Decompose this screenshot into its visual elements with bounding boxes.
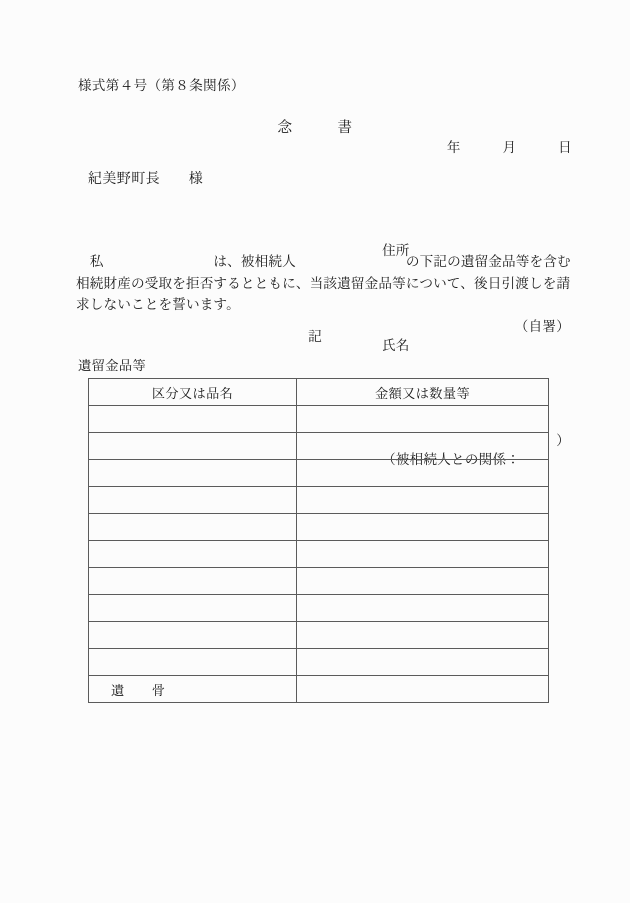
table-row <box>89 649 549 676</box>
item-label-cell: 遺 骨 <box>89 676 297 703</box>
amount-input-cell[interactable] <box>297 541 549 568</box>
name-label: 氏名 <box>382 338 410 353</box>
table-row <box>89 541 549 568</box>
table-header-row <box>89 379 549 406</box>
address-label: 住所 <box>382 243 410 258</box>
table-row <box>89 676 549 703</box>
column-header-amount: 金額又は数量等 <box>297 379 549 406</box>
item-input-cell[interactable] <box>89 595 297 622</box>
amount-input-cell[interactable] <box>297 568 549 595</box>
amount-input-cell[interactable] <box>297 460 549 487</box>
amount-input-cell[interactable] <box>297 487 549 514</box>
item-input-cell[interactable] <box>89 487 297 514</box>
body-paragraph: 私 は、被相続人 の下記の遺留金品等を含む相続財産の受取を拒否するとともに、当該遺留金品等について、後日引渡しを請求しないことを誓います。 <box>76 254 571 312</box>
form-number: 様式第４号（第８条関係） <box>78 78 245 93</box>
item-input-cell[interactable] <box>89 541 297 568</box>
table-body <box>89 406 549 703</box>
amount-input-cell[interactable] <box>297 406 549 433</box>
table-row <box>89 406 549 433</box>
amount-input-cell[interactable] <box>297 514 549 541</box>
item-input-cell[interactable] <box>89 568 297 595</box>
item-input-cell[interactable] <box>89 406 297 433</box>
table-row <box>89 487 549 514</box>
relation-close-paren: ） <box>556 433 570 448</box>
amount-input-cell[interactable] <box>297 622 549 649</box>
amount-input-cell[interactable] <box>297 433 549 460</box>
date-line: 年 月 日 <box>446 140 572 155</box>
addressee: 紀美野町長 様 <box>88 172 204 187</box>
table-row <box>89 433 549 460</box>
items-table <box>88 378 549 703</box>
amount-input-cell[interactable] <box>297 676 549 703</box>
item-input-cell[interactable] <box>89 514 297 541</box>
table-row <box>89 460 549 487</box>
table-row <box>89 595 549 622</box>
relation-label: （被相続人との関係： <box>382 452 521 467</box>
table-row <box>89 622 549 649</box>
table-row <box>89 514 549 541</box>
ki-mark: 記 <box>308 329 322 344</box>
item-input-cell[interactable] <box>89 433 297 460</box>
table-row <box>89 568 549 595</box>
item-input-cell[interactable] <box>89 460 297 487</box>
page-title: 念 書 <box>277 120 353 136</box>
item-input-cell[interactable] <box>89 622 297 649</box>
table-caption: 遺留金品等 <box>78 358 146 373</box>
amount-input-cell[interactable] <box>297 595 549 622</box>
self-signature-note: （自署） <box>514 319 570 334</box>
amount-input-cell[interactable] <box>297 649 549 676</box>
item-input-cell[interactable] <box>89 649 297 676</box>
column-header-item: 区分又は品名 <box>89 379 297 406</box>
